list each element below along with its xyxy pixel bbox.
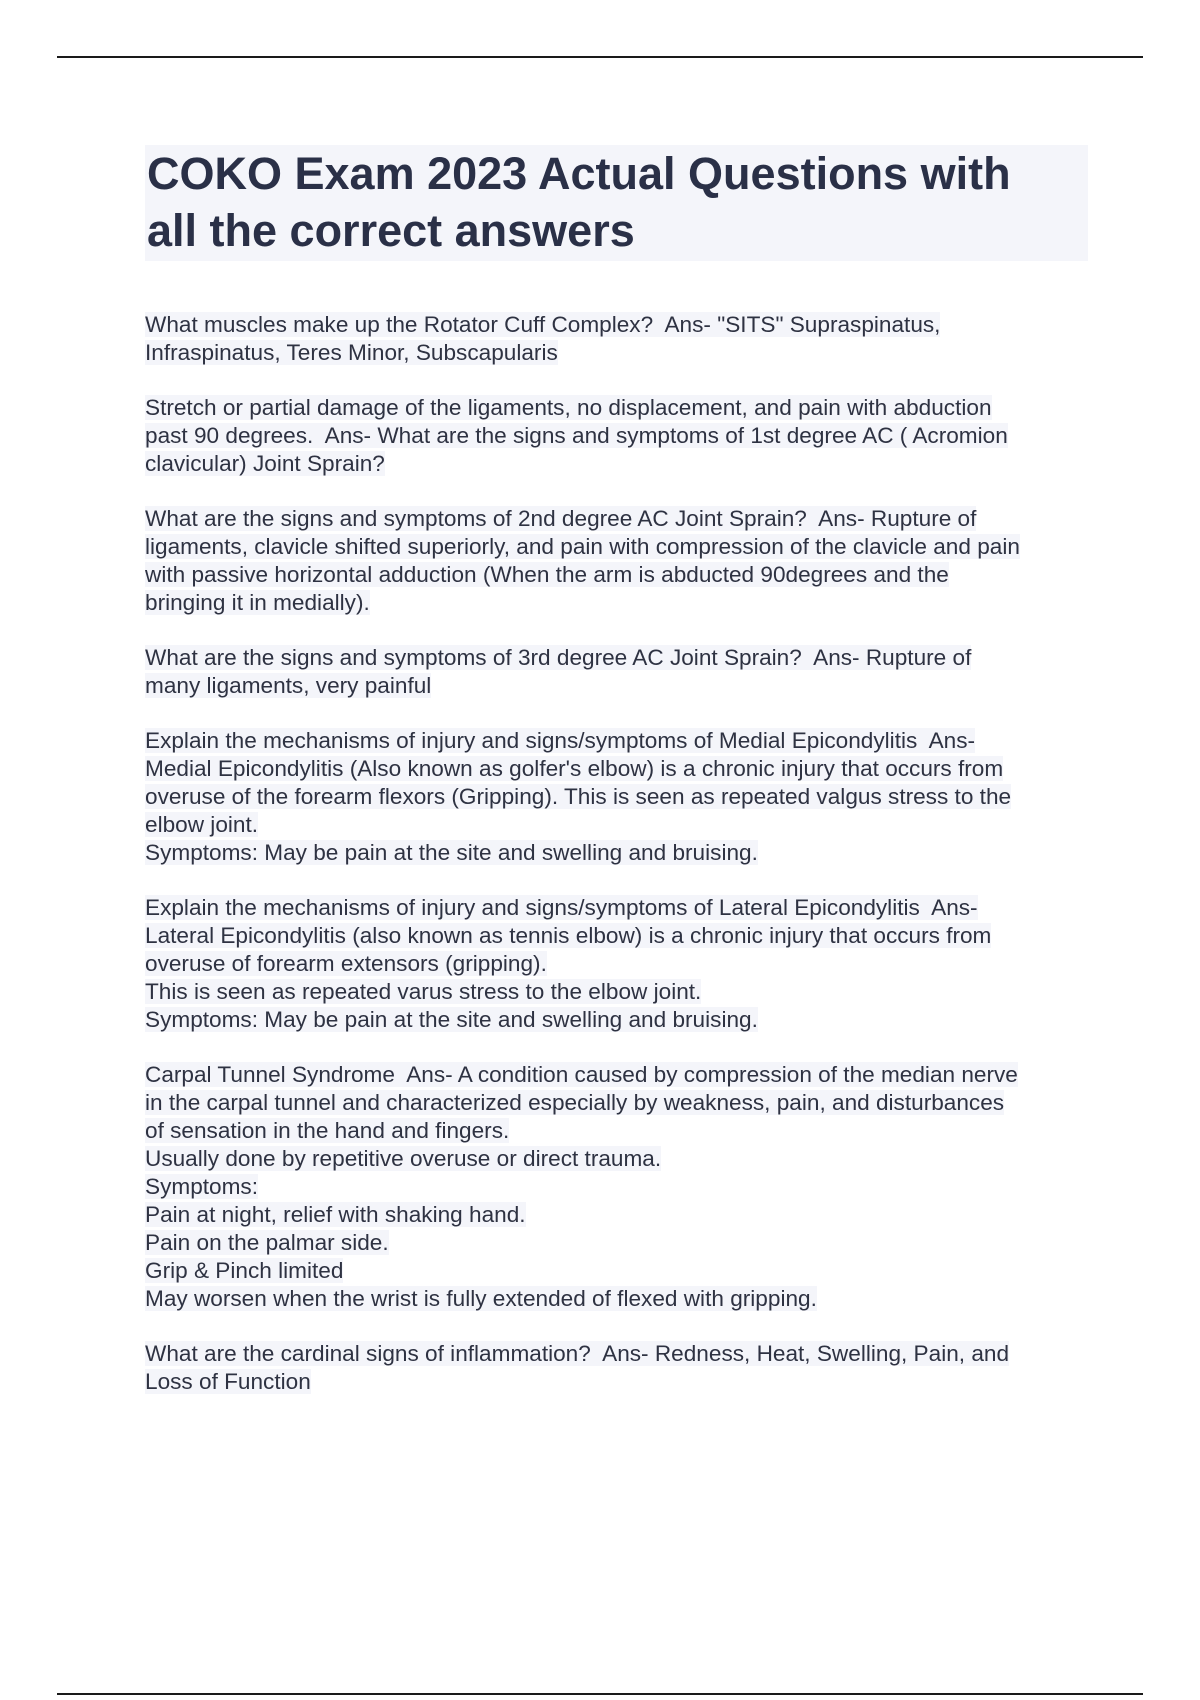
entry-line: What are the signs and symptoms of 3rd degree AC Joint Sprain? Ans- Rupture of [145, 645, 972, 670]
entry-line: What muscles make up the Rotator Cuff Complex? Ans- "SITS" Supraspinatus, [145, 312, 941, 337]
entry-line: overuse of the forearm flexors (Gripping). This is seen as repeated valgus stress to the [145, 784, 1012, 809]
entry-line: Symptoms: [145, 1174, 258, 1199]
title-line: COKO Exam 2023 Actual Questions with [147, 148, 1011, 199]
title-line: all the correct answers [147, 205, 635, 256]
entry-line: What are the cardinal signs of inflammation? Ans- Redness, Heat, Swelling, Pain, and [145, 1341, 1010, 1366]
entry-line: Explain the mechanisms of injury and signs/symptoms of Medial Epicondylitis Ans- [145, 728, 976, 753]
entry-line: This is seen as repeated varus stress to the elbow joint. [145, 979, 702, 1004]
entry-line: Lateral Epicondylitis (also known as tennis elbow) is a chronic injury that occurs from [145, 923, 992, 948]
entry-line: clavicular) Joint Sprain? [145, 451, 385, 476]
qa-entry [145, 894, 1095, 1034]
entry-line: Symptoms: May be pain at the site and swelling and bruising. [145, 840, 758, 865]
entry-line: Medial Epicondylitis (Also known as golfer's elbow) is a chronic injury that occurs from [145, 756, 1004, 781]
entry-line: of sensation in the hand and fingers. [145, 1118, 510, 1143]
qa-list [145, 311, 1095, 1423]
entry-line: Symptoms: May be pain at the site and swelling and bruising. [145, 1007, 758, 1032]
qa-entry [145, 1340, 1095, 1396]
entry-line: Pain at night, relief with shaking hand. [145, 1202, 526, 1227]
entry-line: with passive horizontal adduction (When the arm is abducted 90degrees and the [145, 562, 949, 587]
qa-entry [145, 394, 1095, 478]
entry-line: overuse of forearm extensors (gripping). [145, 951, 547, 976]
title-block [145, 145, 1088, 261]
entry-line: in the carpal tunnel and characterized especially by weakness, pain, and disturbances [145, 1090, 1005, 1115]
entry-line: Pain on the palmar side. [145, 1230, 389, 1255]
entry-line: Loss of Function [145, 1369, 311, 1394]
entry-line: many ligaments, very painful [145, 673, 432, 698]
entry-line: ligaments, clavicle shifted superiorly, and pain with compression of the clavicle and pain [145, 534, 1020, 559]
entry-line: past 90 degrees. Ans- What are the signs and symptoms of 1st degree AC ( Acromion [145, 423, 1008, 448]
qa-entry [145, 311, 1095, 367]
qa-entry [145, 1061, 1095, 1313]
entry-line: bringing it in medially). [145, 590, 370, 615]
entry-line: Explain the mechanisms of injury and signs/symptoms of Lateral Epicondylitis Ans- [145, 895, 978, 920]
top-rule [57, 56, 1143, 58]
entry-line: Carpal Tunnel Syndrome Ans- A condition caused by compression of the median nerve [145, 1062, 1018, 1087]
qa-entry [145, 644, 1095, 700]
entry-line: What are the signs and symptoms of 2nd degree AC Joint Sprain? Ans- Rupture of [145, 506, 977, 531]
qa-entry [145, 727, 1095, 867]
entry-line: May worsen when the wrist is fully extended of flexed with gripping. [145, 1286, 817, 1311]
entry-line: elbow joint. [145, 812, 259, 837]
entry-line: Stretch or partial damage of the ligaments, no displacement, and pain with abduction [145, 395, 992, 420]
bottom-rule [57, 1693, 1143, 1695]
entry-line: Usually done by repetitive overuse or direct trauma. [145, 1146, 662, 1171]
qa-entry [145, 505, 1095, 617]
entry-line: Grip & Pinch limited [145, 1258, 344, 1283]
document-title [147, 145, 1084, 259]
entry-line: Infraspinatus, Teres Minor, Subscapularis [145, 340, 558, 365]
